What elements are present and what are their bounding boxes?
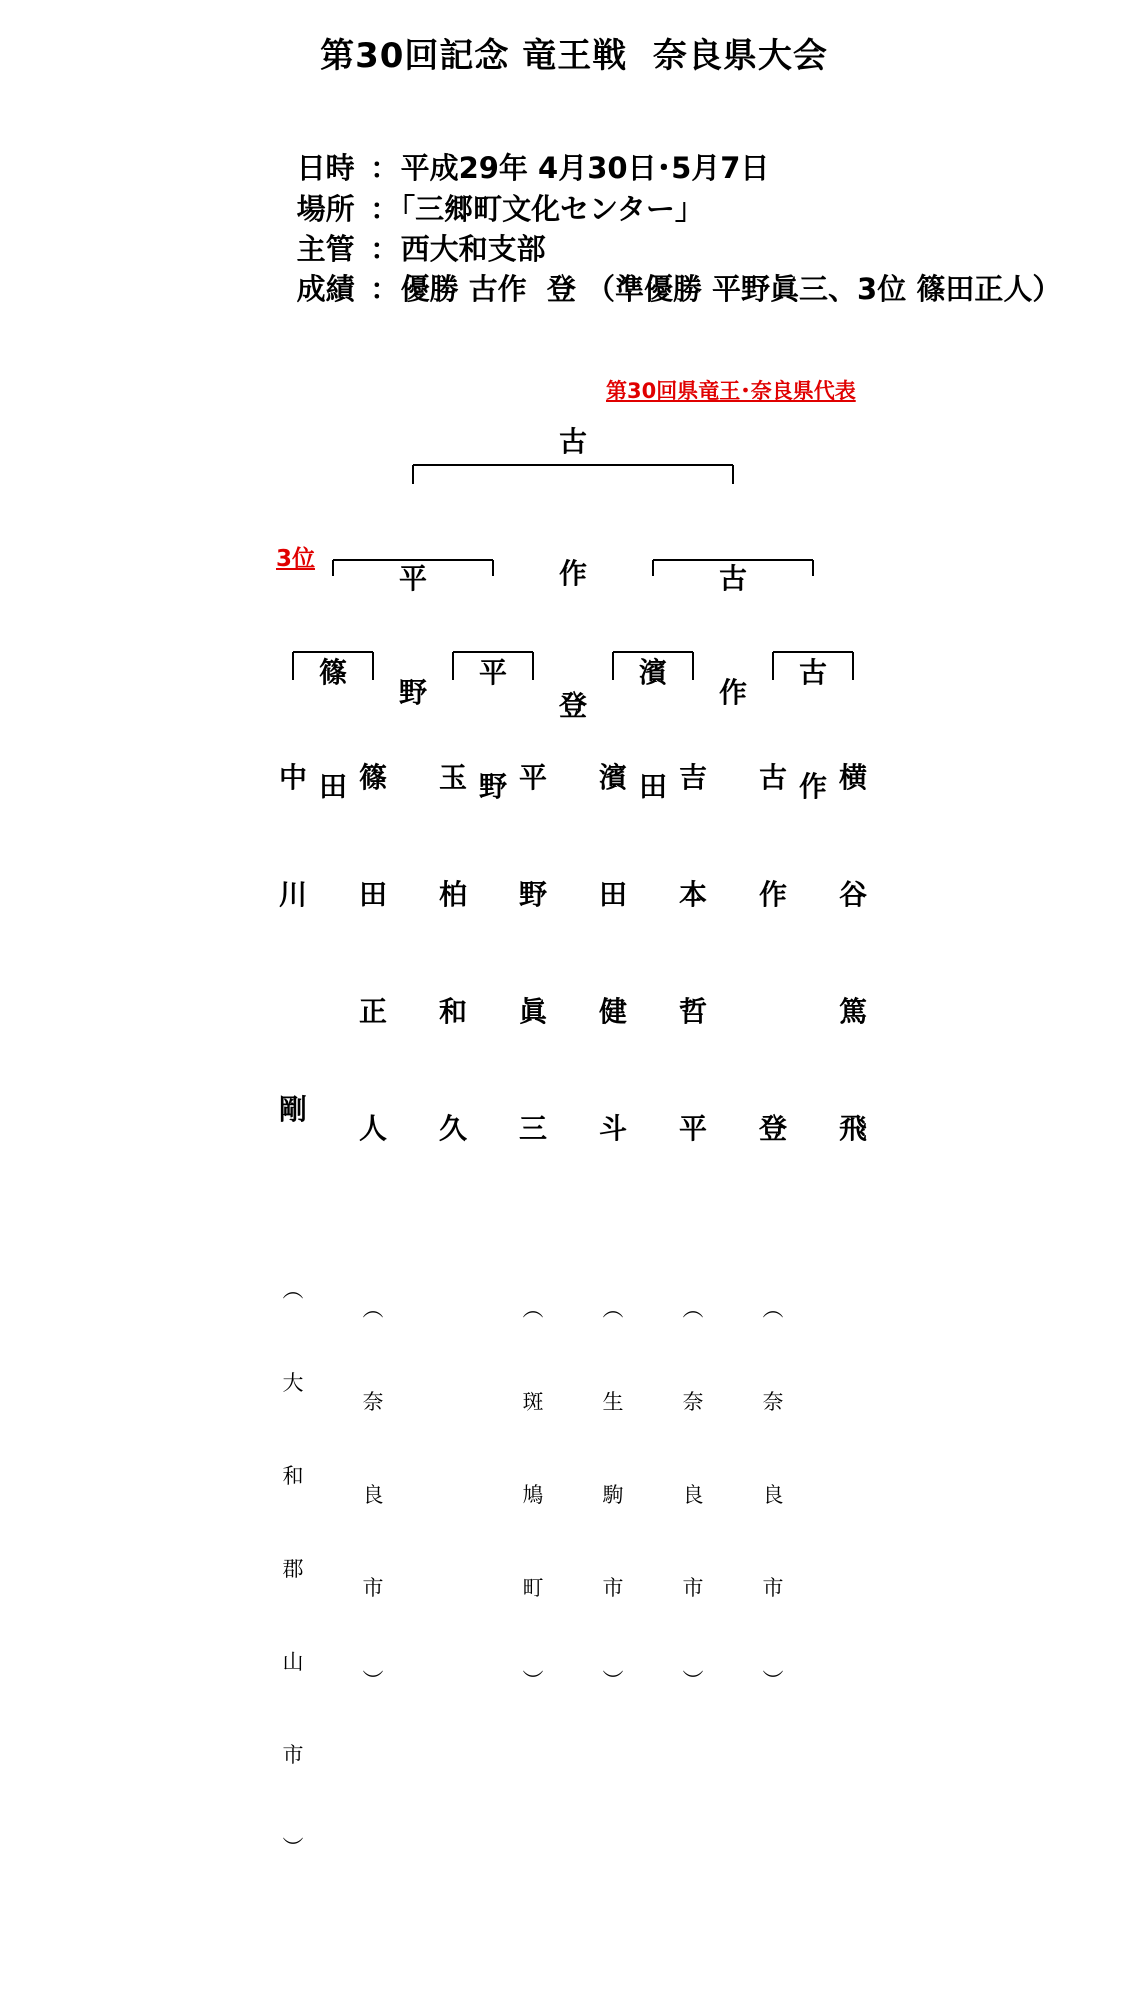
- name-char: 柏: [438, 878, 467, 911]
- name-char: 健: [598, 995, 627, 1028]
- player-6: [673, 680, 713, 1837]
- name-char: 古: [798, 656, 827, 689]
- note-char: 良: [762, 1483, 784, 1507]
- note-char: 駒: [602, 1483, 624, 1507]
- player-3: [433, 680, 473, 1226]
- name-char: 中: [278, 761, 307, 794]
- note-char: 斑: [522, 1390, 544, 1414]
- name-char: 吉: [678, 761, 707, 794]
- info-label: 日時: [296, 151, 355, 185]
- semifinal-name-3: [633, 578, 673, 882]
- note-char: 市: [762, 1576, 784, 1600]
- note-char: ︶: [682, 1669, 704, 1693]
- name-char: [753, 992, 793, 1031]
- name-char: 野: [398, 676, 427, 709]
- player-note: [673, 1232, 713, 1759]
- player-note: [593, 1232, 633, 1759]
- player-4: [513, 680, 553, 1837]
- player-note: [753, 1232, 793, 1759]
- name-char: 平: [518, 761, 547, 794]
- name-char: 玉: [438, 761, 467, 794]
- note-char: ︶: [362, 1669, 384, 1693]
- name-char: 古: [558, 425, 587, 458]
- name-char: 平: [478, 656, 507, 689]
- name-char: 作: [798, 770, 827, 803]
- note-char: 市: [682, 1576, 704, 1600]
- note-char: ︵: [602, 1297, 624, 1321]
- player-8: [833, 680, 873, 1226]
- name-char: 田: [358, 878, 387, 911]
- name-char: 野: [478, 770, 507, 803]
- name-char: 古: [758, 761, 787, 794]
- info-label: 主管: [296, 232, 355, 266]
- page-title: 第30回記念 竜王戦 奈良県大会: [320, 36, 828, 76]
- info-label: 場所: [296, 192, 355, 226]
- name-char: 飛: [838, 1112, 867, 1145]
- note-char: 奈: [362, 1390, 384, 1414]
- name-char: 古: [718, 562, 747, 595]
- note-char: 郡: [282, 1557, 304, 1581]
- note-char: 大: [282, 1371, 304, 1395]
- info-label: 成績: [296, 272, 355, 306]
- name-char: 濱: [638, 656, 667, 689]
- name-char: 眞: [518, 995, 547, 1028]
- note-char: ︶: [522, 1669, 544, 1693]
- name-char: 篠: [358, 761, 387, 794]
- name-char: 久: [438, 1112, 467, 1145]
- name-char: 篤: [838, 995, 867, 1028]
- name-char: 和: [438, 995, 467, 1028]
- note-char: 市: [362, 1576, 384, 1600]
- name-char: 登: [558, 689, 587, 722]
- note-char: 奈: [762, 1390, 784, 1414]
- note-char: ︶: [762, 1669, 784, 1693]
- name-char: 哲: [678, 995, 707, 1028]
- name-char: 本: [678, 878, 707, 911]
- champion-name: [553, 332, 593, 816]
- player-5: [593, 680, 633, 1837]
- champion-note: 第30回県竜王･奈良県代表: [606, 379, 856, 403]
- name-char: 横: [838, 761, 867, 794]
- info-value: 平成29年 4月30日･5月7日: [400, 151, 770, 185]
- note-char: ︶: [602, 1669, 624, 1693]
- note-char: 和: [282, 1464, 304, 1488]
- info-value: 優勝 古作 登 （準優勝 平野眞三、3位 篠田正人）: [400, 272, 1062, 306]
- info-value: 西大和支部: [400, 232, 546, 266]
- info-colon: ：: [370, 192, 400, 226]
- note-char: 鳩: [522, 1483, 544, 1507]
- name-char: 濱: [598, 761, 627, 794]
- name-char: 作: [558, 557, 587, 590]
- name-char: 斗: [598, 1112, 627, 1145]
- info-colon: ：: [370, 272, 400, 306]
- note-char: ︵: [762, 1297, 784, 1321]
- name-char: 平: [678, 1112, 707, 1145]
- note-char: 山: [282, 1650, 304, 1674]
- name-char: 川: [278, 878, 307, 911]
- note-char: 良: [682, 1483, 704, 1507]
- player-7: [753, 680, 793, 1837]
- third-place-label: 3位: [276, 546, 316, 572]
- semifinal-name-4: [793, 578, 833, 882]
- name-char: 登: [758, 1112, 787, 1145]
- info-colon: ：: [370, 151, 400, 185]
- name-char: 作: [758, 878, 787, 911]
- name-char: 篠: [318, 656, 347, 689]
- player-note: [513, 1232, 553, 1759]
- name-char: 田: [638, 770, 667, 803]
- semifinal-name-2: [473, 578, 513, 882]
- final-right-name: [713, 484, 753, 788]
- note-char: 良: [362, 1483, 384, 1507]
- name-char: 野: [518, 878, 547, 911]
- player-note: [353, 1232, 393, 1759]
- player-note: [273, 1213, 313, 1926]
- note-char: 町: [522, 1576, 544, 1600]
- name-char: 田: [318, 770, 347, 803]
- player-2: [353, 680, 393, 1837]
- info-colon: ：: [370, 232, 400, 266]
- note-char: ︵: [282, 1278, 304, 1302]
- name-char: 正: [358, 995, 387, 1028]
- note-char: ︵: [522, 1297, 544, 1321]
- name-char: 作: [718, 676, 747, 709]
- name-char: 人: [358, 1112, 387, 1145]
- player-1: [273, 680, 313, 2004]
- note-char: 市: [602, 1576, 624, 1600]
- final-left-name: [393, 484, 433, 788]
- name-char: 剛: [278, 1093, 307, 1126]
- note-char: 市: [282, 1743, 304, 1767]
- name-char: 谷: [838, 878, 867, 911]
- name-char: [273, 992, 313, 1012]
- note-char: 奈: [682, 1390, 704, 1414]
- note-char: ︵: [362, 1297, 384, 1321]
- info-value: ｢三郷町文化センター｣: [400, 192, 690, 226]
- note-char: 生: [602, 1390, 624, 1414]
- note-char: ︵: [682, 1297, 704, 1321]
- name-char: 平: [398, 562, 427, 595]
- semifinal-name-1: [313, 578, 353, 882]
- note-char: ︶: [282, 1836, 304, 1860]
- name-char: 田: [598, 878, 627, 911]
- name-char: 三: [518, 1112, 547, 1145]
